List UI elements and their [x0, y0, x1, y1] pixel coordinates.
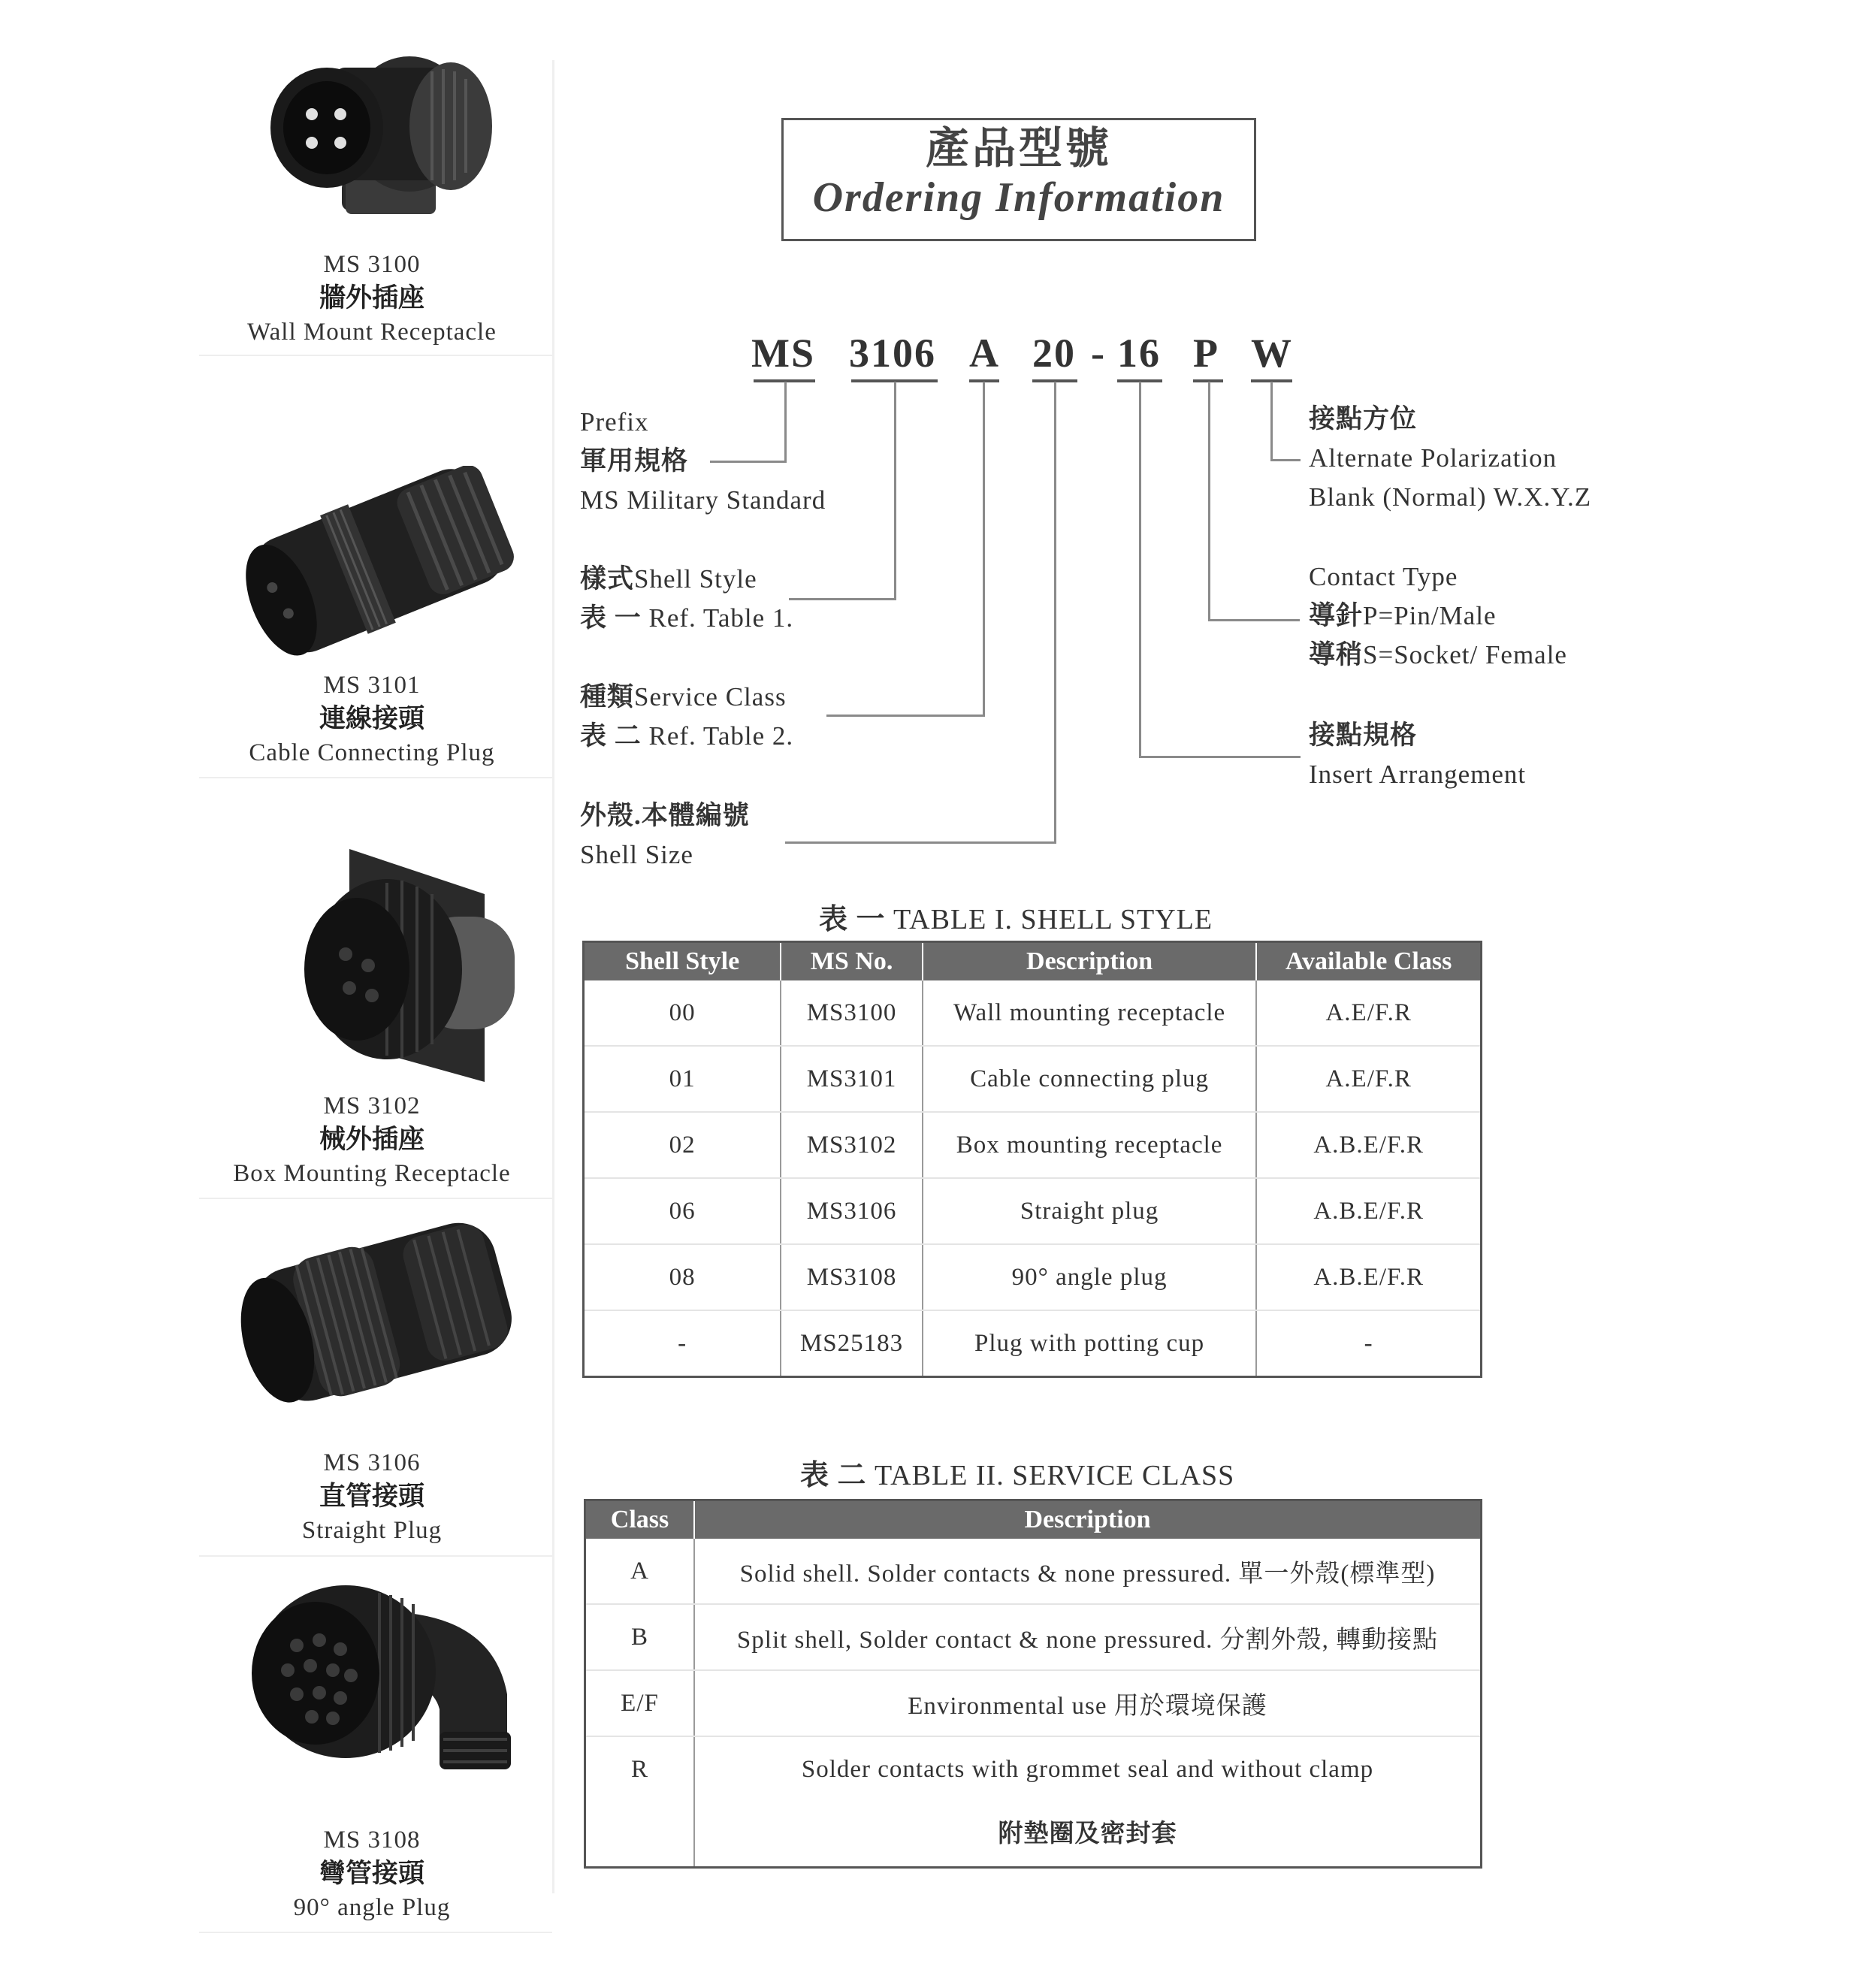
angle-plug-image: [192, 1582, 552, 1777]
product-model: MS 3108: [323, 1826, 421, 1854]
label-shell-style-ref: 表 一 Ref. Table 1.: [580, 603, 794, 633]
label-polarization-zh: 接點方位: [1309, 404, 1418, 434]
table-row: 06 MS3106 Straight plug A.B.E/F.R: [584, 1178, 1482, 1244]
cable-connecting-plug-image: [192, 466, 552, 661]
code-service-class: A: [969, 331, 1000, 376]
product-model: MS 3100: [323, 251, 421, 278]
product-name-en: Wall Mount Receptacle: [247, 319, 497, 346]
code-polarization: W: [1251, 331, 1293, 376]
label-contact-pin: 導針P=Pin/Male: [1309, 601, 1497, 630]
product-name-zh: 連線接頭: [319, 704, 424, 733]
ordering-information-title: [781, 118, 1256, 241]
service-class-table: [584, 1499, 1482, 1869]
product-name-zh: 直管接頭: [319, 1482, 424, 1511]
code-shell-style: 3106: [849, 331, 936, 376]
label-polarization-options: Blank (Normal) W.X.Y.Z: [1309, 482, 1592, 512]
product-name-en: Straight Plug: [301, 1517, 443, 1544]
table-header: Available Class: [1256, 942, 1481, 981]
product-column: [192, 45, 552, 1921]
label-service-class-ref: 表 二 Ref. Table 2.: [580, 721, 794, 751]
code-insert: 16: [1117, 331, 1161, 376]
table-row: 08 MS3108 90° angle plug A.B.E/F.R: [584, 1244, 1482, 1310]
code-dash: -: [1091, 331, 1106, 376]
product-model: MS 3106: [323, 1449, 421, 1476]
product-name-zh: 械外插座: [319, 1125, 424, 1154]
label-contact-type: Contact Type: [1309, 562, 1458, 591]
label-military-standard: MS Military Standard: [580, 485, 826, 515]
table-row: A Solid shell. Solder contacts & none pressured. 單一外殼(標準型): [585, 1539, 1482, 1604]
label-prefix-zh: 軍用規格: [580, 446, 689, 476]
table-header: Description: [923, 942, 1257, 981]
table1-caption: 表 一 TABLE I. SHELL STYLE: [819, 904, 1213, 935]
product-name-en: 90° angle Plug: [293, 1894, 451, 1921]
table-header: Class: [585, 1500, 695, 1539]
table-header: MS No.: [781, 942, 923, 981]
table-row: 01 MS3101 Cable connecting plug A.E/F.R: [584, 1046, 1482, 1112]
label-insert-zh: 接點規格: [1309, 721, 1418, 750]
wall-mount-receptacle-image: [192, 45, 552, 240]
product-model: MS 3101: [323, 672, 421, 699]
table-row: B Split shell, Solder contact & none pressured. 分割外殼, 轉動接點: [585, 1604, 1482, 1670]
code-contact: P: [1193, 331, 1219, 376]
code-prefix: MS: [751, 331, 815, 376]
product-name-en: Box Mounting Receptacle: [233, 1160, 511, 1187]
label-shell-size: Shell Size: [580, 840, 693, 869]
table-row: - MS25183 Plug with potting cup -: [584, 1310, 1482, 1377]
table2-caption: 表 二 TABLE II. SERVICE CLASS: [800, 1460, 1235, 1491]
label-shell-size-zh: 外殼.本體編號: [580, 801, 750, 830]
product-name-en: Cable Connecting Plug: [249, 739, 495, 766]
table-row: 00 MS3100 Wall mounting receptacle A.E/F.R: [584, 980, 1482, 1046]
straight-plug-image: [192, 1217, 552, 1412]
table-row: E/F Environmental use 用於環境保護: [585, 1670, 1482, 1736]
shell-style-table: [582, 941, 1482, 1378]
box-mounting-receptacle-image: [192, 834, 552, 1082]
label-polarization: Alternate Polarization: [1309, 443, 1557, 473]
label-service-class: 種類Service Class: [580, 682, 787, 712]
table-row: 02 MS3102 Box mounting receptacle A.B.E/F.R: [584, 1112, 1482, 1178]
product-model: MS 3102: [323, 1092, 421, 1119]
code-shell-size: 20: [1032, 331, 1076, 376]
title-zh: 產品型號: [925, 124, 1112, 173]
label-prefix: Prefix: [580, 407, 649, 437]
label-contact-socket: 導稍S=Socket/ Female: [1309, 640, 1567, 669]
product-name-zh: 彎管接頭: [319, 1859, 424, 1888]
table-row: R Solder contacts with grommet seal and without clamp 附墊圈及密封套: [585, 1736, 1482, 1868]
table-header: Shell Style: [584, 942, 781, 981]
title-en: Ordering Information: [812, 174, 1225, 221]
table-header: Description: [694, 1500, 1482, 1539]
product-name-zh: 牆外插座: [319, 283, 424, 313]
label-insert-arrangement: Insert Arrangement: [1309, 760, 1527, 789]
column-divider: [552, 60, 554, 1893]
label-shell-style: 樣式Shell Style: [580, 564, 757, 594]
